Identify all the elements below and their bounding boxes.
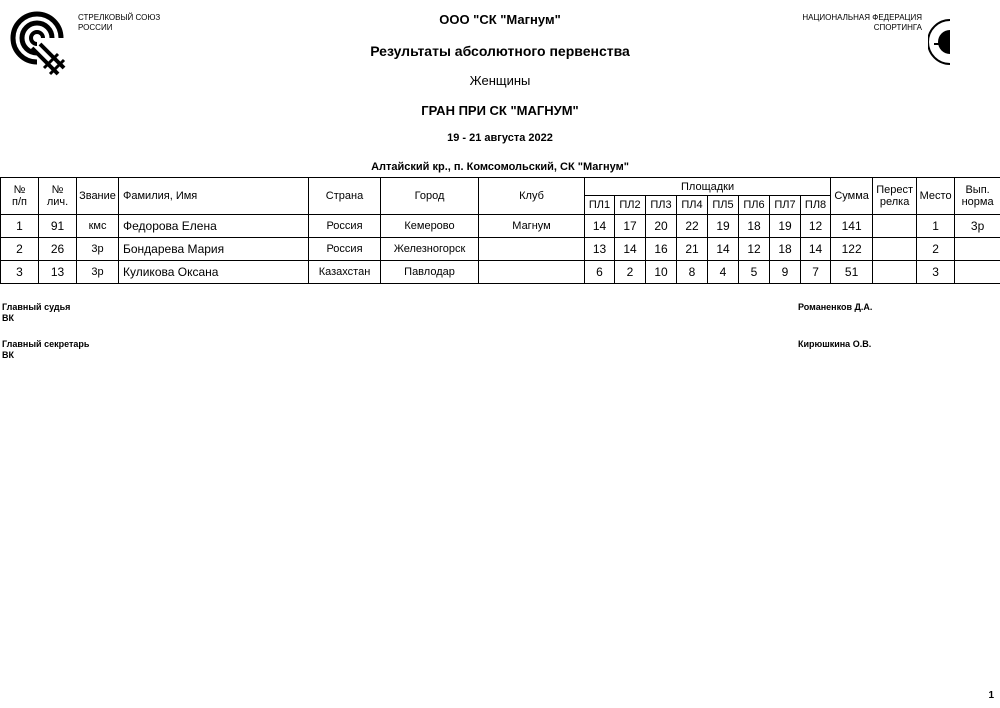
cell-sum: 51 <box>831 261 873 284</box>
table-row <box>1 215 1000 238</box>
cell-sum: 141 <box>831 215 873 238</box>
category-label: Женщины <box>469 73 531 88</box>
platform-header: ПЛ5 <box>708 196 739 215</box>
report-title: Результаты абсолютного первенства <box>370 43 630 59</box>
cell-score: 9 <box>770 261 801 284</box>
cell-name: Бондарева Мария <box>119 238 309 261</box>
results-table <box>0 177 1000 284</box>
cell-name: Куликова Оксана <box>119 261 309 284</box>
chief-secretary-block <box>2 339 89 361</box>
chief-judge-category: ВК <box>2 313 14 323</box>
cell-score: 8 <box>677 261 708 284</box>
cell-shootoff <box>873 215 917 238</box>
platform-header: ПЛ8 <box>801 196 831 215</box>
cell-score: 22 <box>677 215 708 238</box>
cell-score: 5 <box>739 261 770 284</box>
company-name: ООО "СК "Магнум" <box>439 12 561 27</box>
cell-score: 14 <box>615 238 646 261</box>
chief-judge-title: Главный судья <box>2 302 71 312</box>
cell-name: Федорова Елена <box>119 215 309 238</box>
cell-rank: 3р <box>77 261 119 284</box>
chief-secretary-title: Главный секретарь <box>2 339 90 349</box>
cell-no: 3 <box>1 261 39 284</box>
cell-score: 7 <box>801 261 831 284</box>
cell-country: Россия <box>309 238 381 261</box>
cell-no: 2 <box>1 238 39 261</box>
col-club-header: Клуб <box>479 178 585 215</box>
cell-score: 14 <box>801 238 831 261</box>
col-no-header: № п/п <box>1 178 39 215</box>
platform-header: ПЛ1 <box>585 196 615 215</box>
org-right-name: НАЦИОНАЛЬНАЯ ФЕДЕРАЦИЯ СПОРТИНГА <box>802 13 922 32</box>
cell-score: 19 <box>770 215 801 238</box>
cell-city: Кемерово <box>381 215 479 238</box>
cell-score: 10 <box>646 261 677 284</box>
cell-score: 12 <box>801 215 831 238</box>
cell-score: 18 <box>770 238 801 261</box>
cell-no: 1 <box>1 215 39 238</box>
cell-country: Казахстан <box>309 261 381 284</box>
col-place-header: Место <box>917 178 955 215</box>
col-shootoff-header: Перест релка <box>873 178 917 215</box>
platform-header: ПЛ3 <box>646 196 677 215</box>
cell-shootoff <box>873 238 917 261</box>
cell-score: 12 <box>739 238 770 261</box>
cell-place: 3 <box>917 261 955 284</box>
cell-license: 26 <box>39 238 77 261</box>
table-row <box>1 261 1000 284</box>
cell-shootoff <box>873 261 917 284</box>
cell-score: 6 <box>585 261 615 284</box>
cell-place: 2 <box>917 238 955 261</box>
event-name: ГРАН ПРИ СК "МАГНУМ" <box>421 103 579 118</box>
table-header-row <box>1 178 1000 196</box>
cell-score: 17 <box>615 215 646 238</box>
cell-norm <box>955 261 1000 284</box>
col-platforms-header: Площадки <box>585 178 831 196</box>
cell-score: 13 <box>585 238 615 261</box>
cell-score: 14 <box>708 238 739 261</box>
cell-score: 4 <box>708 261 739 284</box>
cell-norm <box>955 238 1000 261</box>
page-number: 1 <box>988 690 994 701</box>
platform-header: ПЛ4 <box>677 196 708 215</box>
col-name-header: Фамилия, Имя <box>119 178 309 215</box>
cell-rank: 3р <box>77 238 119 261</box>
cell-country: Россия <box>309 215 381 238</box>
platform-header: ПЛ2 <box>615 196 646 215</box>
cell-score: 19 <box>708 215 739 238</box>
col-license-header: № лич. <box>39 178 77 215</box>
event-dates: 19 - 21 августа 2022 <box>447 132 553 144</box>
chief-judge-name: Романенков Д.А. <box>798 302 873 312</box>
platform-header: ПЛ7 <box>770 196 801 215</box>
cell-score: 21 <box>677 238 708 261</box>
cell-rank: кмс <box>77 215 119 238</box>
cell-norm: 3р <box>955 215 1000 238</box>
cell-city: Железногорск <box>381 238 479 261</box>
cell-club <box>479 261 585 284</box>
cell-score: 14 <box>585 215 615 238</box>
col-rank-header: Звание <box>77 178 119 215</box>
cell-score: 16 <box>646 238 677 261</box>
cell-license: 13 <box>39 261 77 284</box>
chief-secretary-name: Кирюшкина О.В. <box>798 339 872 349</box>
cell-club: Магнум <box>479 215 585 238</box>
cell-sum: 122 <box>831 238 873 261</box>
platform-header: ПЛ6 <box>739 196 770 215</box>
cell-license: 91 <box>39 215 77 238</box>
cell-club <box>479 238 585 261</box>
event-location: Алтайский кр., п. Комсомольский, СК "Магнум" <box>371 161 629 173</box>
cell-city: Павлодар <box>381 261 479 284</box>
cell-score: 18 <box>739 215 770 238</box>
chief-judge-block <box>2 302 70 324</box>
col-norm-header: Вып. норма <box>955 178 1000 215</box>
col-country-header: Страна <box>309 178 381 215</box>
col-sum-header: Сумма <box>831 178 873 215</box>
cell-score: 2 <box>615 261 646 284</box>
col-city-header: Город <box>381 178 479 215</box>
table-row <box>1 238 1000 261</box>
cell-score: 20 <box>646 215 677 238</box>
cell-place: 1 <box>917 215 955 238</box>
chief-secretary-category: ВК <box>2 350 14 360</box>
org-left-name: СТРЕЛКОВЫЙ СОЮЗ РОССИИ <box>78 13 161 32</box>
